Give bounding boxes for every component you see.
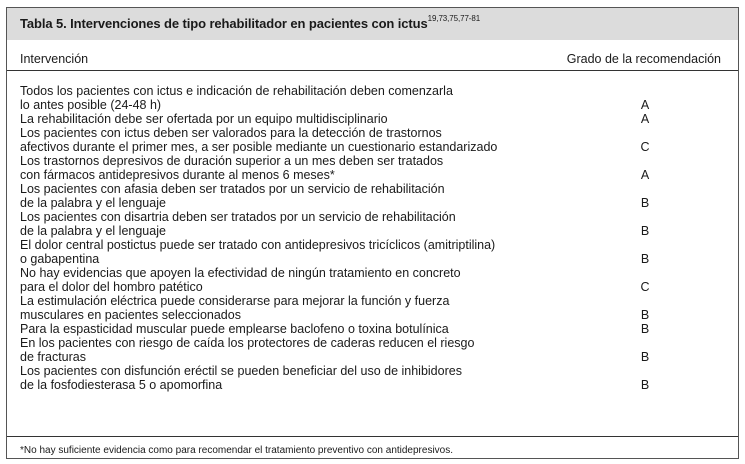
intervention-cell [7, 182, 580, 210]
intervention-line: musculares en pacientes seleccionados [20, 308, 241, 322]
intervention-cell [7, 322, 580, 336]
table-body [7, 84, 738, 392]
table-row [7, 112, 738, 126]
intervention-line: de fracturas [20, 350, 87, 364]
intervention-line: Los pacientes con ictus deben ser valorados para la detección de trastornos [20, 126, 442, 140]
table-row [7, 126, 738, 154]
grade-cell: B [640, 350, 650, 364]
grade-cell: B [640, 378, 650, 392]
grade-cell: C [640, 140, 650, 154]
table-row [7, 364, 738, 392]
bottom-rule [7, 436, 738, 437]
intervention-line: Los pacientes con disfunción eréctil se pueden beneficiar del uso de inhibidores [20, 364, 462, 378]
grade-cell: A [640, 112, 650, 126]
grade-cell: B [640, 224, 650, 238]
intervention-cell [7, 154, 580, 182]
intervention-line: de la fosfodiesterasa 5 o apomorfina [20, 378, 223, 392]
intervention-cell [7, 336, 580, 364]
caption-text: Tabla 5. Intervenciones de tipo rehabilitador en pacientes con ictus [20, 16, 428, 31]
table-row [7, 210, 738, 238]
table-row [7, 266, 738, 294]
table-row [7, 182, 738, 210]
intervention-line: No hay evidencias que apoyen la efectividad de ningún tratamiento en concreto [20, 266, 461, 280]
intervention-cell [7, 112, 580, 126]
table-row [7, 322, 738, 336]
intervention-line: afectivos durante el primer mes, a ser posible mediante un cuestionario estandarizado [20, 140, 498, 154]
table-caption [7, 8, 738, 40]
grade-cell: B [640, 308, 650, 322]
intervention-line: de la palabra y el lenguaje [20, 224, 166, 238]
header-grade: Grado de la recomendación [566, 52, 721, 66]
header-intervention: Intervención [20, 52, 89, 66]
intervention-line: En los pacientes con riesgo de caída los protectores de caderas reducen el riesgo [20, 336, 475, 350]
intervention-line: El dolor central postictus puede ser tratado con antidepresivos tricíclicos (amitriptilina) [20, 238, 496, 252]
intervention-cell [7, 238, 580, 266]
intervention-line: o gabapentina [20, 252, 100, 266]
intervention-line: para el dolor del hombro patético [20, 280, 203, 294]
intervention-line: de la palabra y el lenguaje [20, 196, 166, 210]
table-frame [6, 7, 739, 459]
caption-references: 19,73,75,77-81 [427, 14, 481, 23]
grade-cell: A [640, 168, 650, 182]
grade-cell: A [640, 98, 650, 112]
grade-cell: B [640, 196, 650, 210]
table-row [7, 154, 738, 182]
intervention-line: lo antes posible (24-48 h) [20, 98, 162, 112]
grade-cell: B [640, 252, 650, 266]
table-row [7, 336, 738, 364]
table-row [7, 84, 738, 112]
intervention-line: Los pacientes con disartria deben ser tratados por un servicio de rehabilitación [20, 210, 456, 224]
intervention-line: La estimulación eléctrica puede considerarse para mejorar la función y fuerza [20, 294, 450, 308]
intervention-cell [7, 84, 580, 112]
intervention-line: Los pacientes con afasia deben ser tratados por un servicio de rehabilitación [20, 182, 445, 196]
table-header [7, 46, 738, 71]
grade-cell: C [640, 280, 650, 294]
table-row [7, 238, 738, 266]
intervention-cell [7, 294, 580, 322]
intervention-line: La rehabilitación debe ser ofertada por un equipo multidisciplinario [20, 112, 388, 126]
intervention-cell [7, 364, 580, 392]
intervention-line: con fármacos antidepresivos durante al menos 6 meses* [20, 168, 335, 182]
intervention-line: Todos los pacientes con ictus e indicación de rehabilitación deben comenzarla [20, 84, 453, 98]
intervention-cell [7, 266, 580, 294]
intervention-cell [7, 210, 580, 238]
intervention-cell [7, 126, 580, 154]
grade-cell: B [640, 322, 650, 336]
table-row [7, 294, 738, 322]
table-footnote: *No hay suficiente evidencia como para recomendar el tratamiento preventivo con antidepresivos. [20, 445, 454, 456]
intervention-line: Para la espasticidad muscular puede emplearse baclofeno o toxina botulínica [20, 322, 449, 336]
intervention-line: Los trastornos depresivos de duración superior a un mes deben ser tratados [20, 154, 444, 168]
